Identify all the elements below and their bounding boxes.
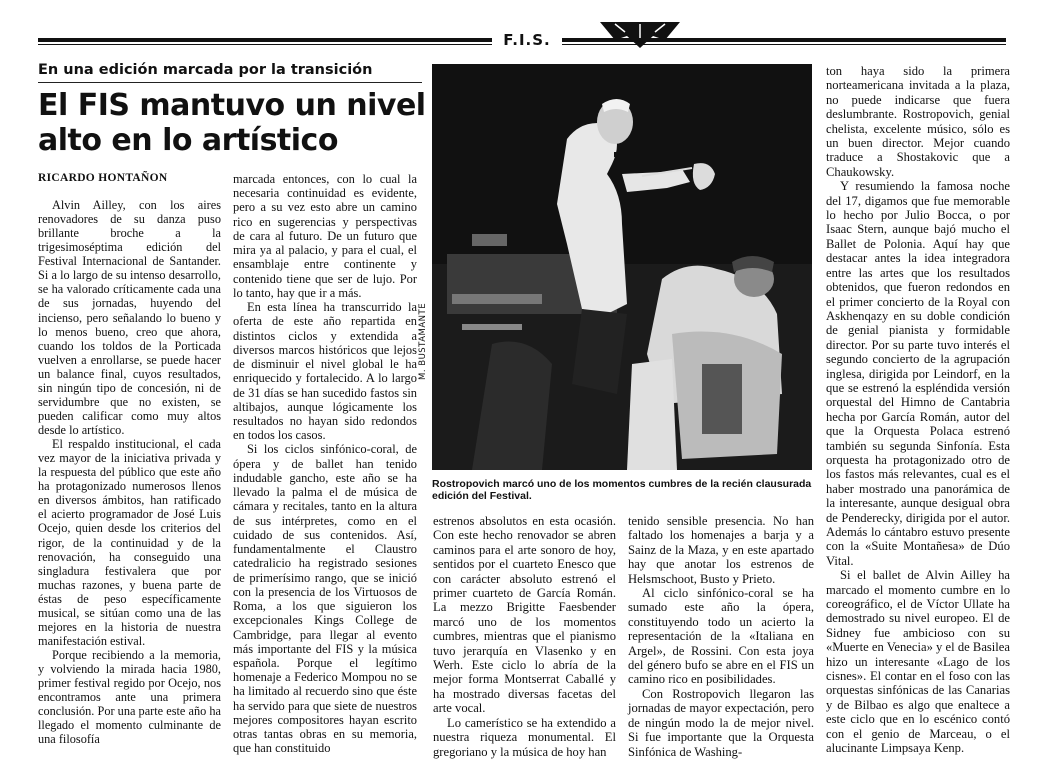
article-column-1 <box>38 198 221 746</box>
photo-image <box>432 64 812 470</box>
festival-logo-icon <box>595 18 685 50</box>
paragraph: marcada entonces, con lo cual la necesaria continuidad es evidente, pero a su vez esto abre un camino rico en sugerencias y perspectivas de cara al futuro. De un futuro que mira ya al palacio, y para el cual, el ensamblaje entre continente y contenido tiene que ser de lujo. Por lo tanto, hay que ir a más. <box>233 172 417 300</box>
article-byline: RICARDO HONTAÑON <box>38 172 168 184</box>
paragraph: Alvin Ailley, con los aires renovadores de su danza puso brillante broche a la trigesimoséptima edición del Festival Internacional de Santander. Si a lo largo de su intenso desarrollo, se ha valorado críticamente cada una de sus jornadas, huyendo del incienso, pero señalando lo bueno y lo menos bueno, creo que ahora, cuando los toldos de la Porticada vuelven a enrollarse, se puede hacer un balance final, cuyos resultados, sin ningún tipo de concesión, ni de servidumbre que no existen, se pueden calificar como muy altos desde lo artístico. <box>38 198 221 437</box>
kicker-rule <box>38 82 422 83</box>
article-kicker: En una edición marcada por la transición <box>38 62 373 78</box>
paragraph: Y resumiendo la famosa noche del 17, digamos que fue memorable lo hecho por Julio Bocca, o por Isaac Stern, aunque bajó mucho el Ballet de Polonia. Aquí hay que destacar antes la idea integradora entre las artes que los resultados obtenidos, que fueron redondos en el primer concierto de la Royal con Askhenqazy en su doble condición de genial pianista y formidable director. Por su parte tuvo interés el segundo concierto de la agrupación inglesa, dirigida por Leindorf, en la que se estrenó la espléndida versión orquestal del Himno de Cantabria hecha por García Román, autor del que la Orquesta Polaca estrenó también su segunda Sinfonía. Esta orquesta ha protagonizado otro de los fastos más relevantes, cual es el haber mostrado una panorámica de la interesante, aunque desigual obra de Penderecky, dirigida por el autor. Además lo cántabro estuvo presente con la «Suite Montañesa» de Dúo Vital. <box>826 179 1010 568</box>
conductor-photo <box>432 64 812 470</box>
section-tag: F.I.S. <box>492 30 562 50</box>
paragraph: Al ciclo sinfónico-coral se ha sumado este año la ópera, constituyendo todo un acierto la representación de la «Italiana en Argel», de Rossini. Con esta joya del género bufo se abre en el FIS un camino rico en posibilidades. <box>628 586 814 687</box>
paragraph: El respaldo institucional, el cada vez mayor de la iniciativa privada y la respuesta del público que este año ha protagonizado numerosos llenos en diversos ámbitos, han ratificado el acierto programador de José Luis Ocejo, quien desde los criterios del rigor, de la continuidad y de la renovación, ha conseguido una singladura festivalera que por muchas razones, y buena parte de éstas de peso específicamente musical, se sitúan como una de las mejores en la historia de nuestra manifestación estival. <box>38 437 221 648</box>
article-column-5 <box>826 64 1010 756</box>
article-column-4 <box>628 514 814 759</box>
paragraph: En esta línea ha transcurrido la oferta de este año repartida en distintos ciclos y extendida a diversos marcos históricos que lejos de disminuir el nivel global le ha enriquecido y fortalecido. A lo largo de 31 días se han sucedido fastos sin altibajos, aunque lógicamente los resultados no hayan sido redondos en todos los casos. <box>233 300 417 443</box>
paragraph: Lo camerístico se ha extendido a nuestra riqueza monumental. El gregoriano y la música de hoy han <box>433 715 616 759</box>
paragraph: ton haya sido la primera norteamericana invitada a la plaza, no puede indicarse que fuera deslumbrante. Rostropovich, genial chelista, excelente músico, sólo es un buen director. Mejor cuando traduce a Shostakovic que a Chaukowsky. <box>826 64 1010 179</box>
article-column-2 <box>233 172 417 756</box>
photo-caption: Rostropovich marcó uno de los momentos cumbres de la recién clausurada edición del Festival. <box>432 478 812 502</box>
paragraph: Porque recibiendo a la memoria, y volviendo la mirada hacia 1980, primer festival regido por Ocejo, nos encontramos ante una primera conclusión. Por una parte este año ha llegado el momento culminante de una filosofía <box>38 648 221 747</box>
paragraph: Si el ballet de Alvin Ailley ha marcado el momento cumbre en lo coreográfico, el de Víctor Ullate ha demostrado su nivel europeo. El de Sidney fue ambicioso con su «Muerte en Venecia» y el de Basilea hizo un interesante «Lago de los cisnes». El contar en el foso con las orquestas sinfónicas de las Canarias y de Bilbao es algo que enaltece a este ciclo que en lo escénico contó con el genio de Marceau, o el alucinante Limpsaya Kenp. <box>826 568 1010 756</box>
paragraph: Con Rostropovich llegaron las jornadas de mayor expectación, pero de ningún modo la de mejor nivel. Si fue importante que la Orquesta Sinfónica de Washing- <box>628 686 814 759</box>
paragraph: Si los ciclos sinfónico-coral, de ópera y de ballet han tenido indudable gancho, este año se ha llevado la palma el de música de cámara y recitales, tanto en la altura de sus intérpretes, como en el cuidado de sus contenidos. Así, fundamentalmente el Claustro catedralicio ha registrado sesiones de primerísimo rango, que se inició con la presencia de los Virtuosos de Roma, a los que siguieron los excepcionales Kings College de Cambridge, para llegar al evento más importante del FIS y la música española. Porque el legítimo homenaje a Federico Mompou no se ha limitado al recuerdo sino que éste ha servido para que siete de nuestros mejores compositores hayan escrito otras tantas obras en su memoria, que han constituido <box>233 442 417 756</box>
article-headline: El FIS mantuvo un nivel alto en lo artístico <box>38 88 426 158</box>
paragraph: tenido sensible presencia. No han faltado los homenajes a barja y a Sainz de la Maza, y en este apartado hay que anotar los estrenos de Helsmschoot, Busto y Prieto. <box>628 514 814 586</box>
article-column-3 <box>433 514 616 759</box>
photo-credit: M. BUSTAMANTE <box>418 302 428 380</box>
paragraph: estrenos absolutos en esta ocasión. Con este hecho renovador se abren caminos para el arte sonoro de hoy, sentidos por el cuarteto Enesco que con carácter absoluto estrenó el primer cuarteto de García Román. La mezzo Brigitte Faesbender marcó uno de los momentos cumbres, mientras que el pianismo tuvo jerarquía en Vlasenko y en Werh. Este ciclo lo abría de la mejor forma Montserrat Caballé y ha mostrado diversas facetas del arte vocal. <box>433 514 616 716</box>
